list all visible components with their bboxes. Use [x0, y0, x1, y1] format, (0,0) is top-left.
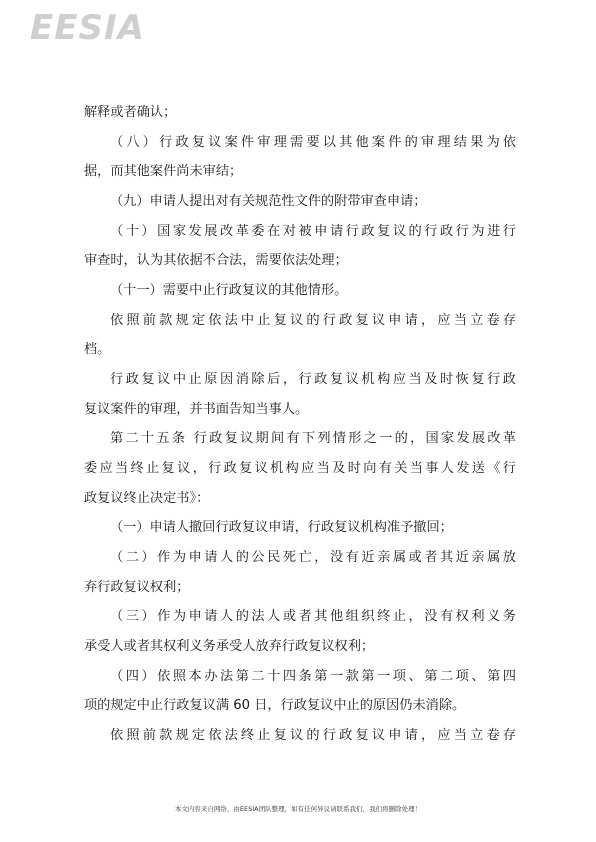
paragraph-line: 解释或者确认； — [84, 105, 177, 120]
paragraph-line: 复议案件的审理，并书面告知当事人。 — [84, 402, 309, 417]
footer-disclaimer: 本文内容来自网络，由EESIA团队整理，如有任何异议请联系我们，我们将删除处理！ — [174, 805, 422, 813]
paragraph-line: 行政复议中止原因消除后，行政复议机构应当及时恢复行政 — [110, 372, 516, 387]
paragraph-line: （一）申请人撤回行政复议申请，行政复议机构准予撤回； — [110, 520, 453, 535]
paragraph-line: 档。 — [84, 342, 111, 357]
paragraph-line: 依照前款规定依法中止复议的行政复议申请，应当立卷存 — [110, 313, 516, 328]
paragraph-line: 弃行政复议权利； — [84, 580, 190, 595]
paragraph-line: （十一）需要中止行政复议的其他情形。 — [110, 283, 348, 298]
paragraph-line: 据，而其他案件尚未审结； — [84, 164, 243, 179]
paragraph-line: 依照前款规定依法终止复议的行政复议申请，应当立卷存 — [110, 728, 516, 743]
paragraph-line: （二）作为申请人的公民死亡，没有近亲属或者其近亲属放 — [110, 550, 516, 565]
article-heading-line: 第二十五条 行政复议期间有下列情形之一的，国家发展改革 — [110, 431, 516, 446]
paragraph-line: （十）国家发展改革委在对被申请行政复议的行政行为进行 — [110, 224, 516, 239]
paragraph-line: 承受人或者其权利义务承受人放弃行政复议权利； — [84, 639, 375, 654]
paragraph-line: （三）作为申请人的法人或者其他组织终止，没有权利义务 — [110, 609, 516, 624]
paragraph-line: （九）申请人提出对有关规范性文件的附带审查申请； — [110, 194, 427, 209]
paragraph-line: 委应当终止复议，行政复议机构应当及时向有关当事人发送《行 — [84, 461, 516, 476]
paragraph-line: 政复议终止决定书》： — [84, 491, 210, 506]
paragraph-line: （八）行政复议案件审理需要以其他案件的审理结果为依 — [110, 135, 516, 150]
paragraph-line: （四）依照本办法第二十四条第一款第一项、第二项、第四 — [110, 669, 516, 684]
eesia-logo: EESIA — [30, 8, 145, 48]
paragraph-line: 审查时，认为其依据不合法，需要依法处理； — [84, 253, 348, 268]
paragraph-line: 项的规定中止行政复议满 60 日，行政复议中止的原因仍未消除。 — [84, 698, 466, 713]
